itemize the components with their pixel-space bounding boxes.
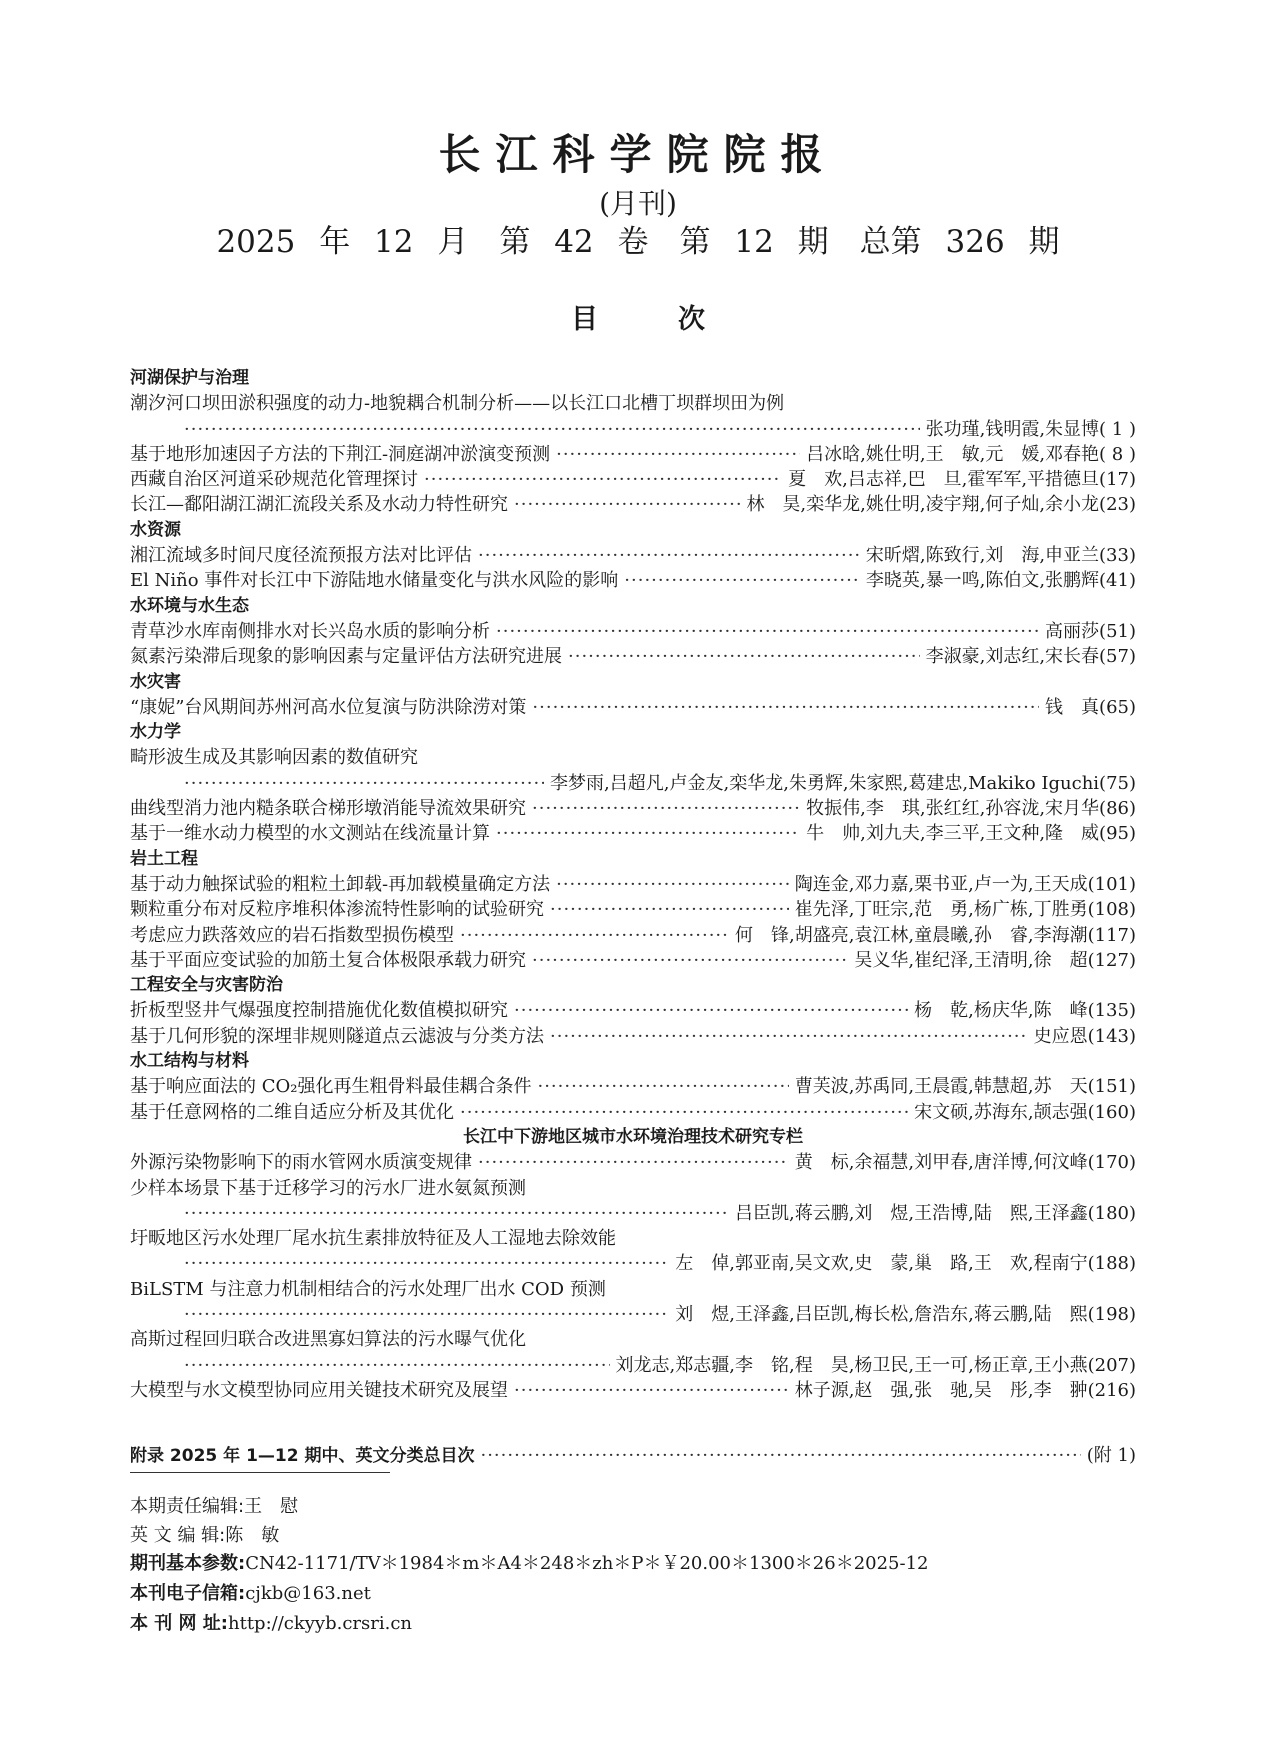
article-authors-page: 张功瑾,钱明霞,朱显博( 1 ) [925, 418, 1136, 440]
journal-params-value: CN42-1171/TV＊1984＊m＊A4＊248＊zh＊P＊￥20.00＊1300＊26＊2025-12 [245, 1553, 929, 1574]
email-value[interactable]: cjkb@163.net [245, 1583, 371, 1604]
leader-dots [550, 1024, 1028, 1049]
toc-entry[interactable] [130, 619, 1136, 644]
leader-dots [460, 923, 729, 948]
section-heading: 水资源 [130, 519, 181, 540]
toc-entry[interactable] [130, 695, 1136, 720]
leader-dots [480, 1445, 1080, 1466]
section-heading: 工程安全与灾害防治 [130, 975, 283, 996]
toc-entry[interactable] [130, 568, 1136, 593]
toc-entry[interactable] [130, 923, 1136, 948]
article-title: 潮汐河口坝田淤积强度的动力-地貌耦合机制分析——以长江口北槽丁坝群坝田为例 [130, 393, 785, 415]
article-authors-page: 杨 乾,杨庆华,陈 峰(135) [914, 1000, 1136, 1022]
toc-entry-continuation[interactable] [130, 417, 1136, 442]
toc-entry[interactable] [130, 1378, 1136, 1403]
leader-dots [496, 821, 800, 846]
article-title: 青草沙水库南侧排水对长兴岛水质的影响分析 [130, 620, 490, 642]
leader-dots [478, 543, 860, 568]
article-title: 基于任意网格的二维自适应分析及其优化 [130, 1101, 454, 1123]
editor-line [130, 1492, 298, 1518]
toc-entry[interactable] [130, 1176, 1136, 1201]
leader-dots [514, 998, 908, 1023]
email-line [130, 1579, 371, 1605]
article-title: 基于响应面法的 CO₂强化再生粗骨料最佳耦合条件 [130, 1076, 532, 1098]
section-heading: 水工结构与材料 [130, 1051, 249, 1072]
toc-entry[interactable] [130, 1100, 1136, 1125]
leader-dots [184, 1353, 610, 1378]
website-line [130, 1609, 412, 1635]
article-authors-page: 崔先泽,丁旺宗,范 勇,杨广栋,丁胜勇(108) [794, 899, 1136, 921]
toc-entry-continuation[interactable] [130, 1251, 1136, 1276]
leader-dots [424, 467, 782, 492]
leader-dots [184, 771, 544, 796]
toc-entry[interactable] [130, 872, 1136, 897]
toc-entry[interactable] [130, 442, 1136, 467]
article-title: 大模型与水文模型协同应用关键技术研究及展望 [130, 1379, 508, 1401]
article-authors-page: 吴义华,崔纪泽,王清明,徐 超(127) [854, 949, 1136, 971]
leader-dots [460, 1100, 908, 1125]
contents-heading: 目次 [571, 304, 785, 335]
appendix-title: 附录 2025 年 1—12 期中、英文分类总目次 [130, 1446, 475, 1466]
toc-entry[interactable] [130, 796, 1136, 821]
article-authors-page: 史应恩(143) [1033, 1025, 1136, 1047]
article-title: 基于一维水动力模型的水文测站在线流量计算 [130, 823, 490, 845]
leader-dots [624, 568, 860, 593]
leader-dots [184, 417, 920, 442]
leader-dots [556, 872, 789, 897]
section-heading: 河湖保护与治理 [130, 368, 249, 388]
leader-dots [514, 1378, 789, 1403]
article-authors-page: 李梦雨,吕超凡,卢金友,栾华龙,朱勇辉,朱家熙,葛建忠,Makiko Iguchi(75) [550, 772, 1136, 794]
article-title: 高斯过程回归联合改进黑寡妇算法的污水曝气优化 [130, 1329, 526, 1351]
article-authors-page: 左 倬,郭亚南,吴文欢,史 蒙,巢 路,王 欢,程南宁(188) [675, 1253, 1136, 1275]
article-authors-page: 刘龙志,郑志疆,李 铭,程 昊,杨卫民,王一可,杨正章,王小燕(207) [615, 1354, 1136, 1376]
english-editor-label: 英 文 编 辑: [130, 1525, 226, 1546]
article-title: 颗粒重分布对反粒序堆积体渗流特性影响的试验研究 [130, 899, 544, 921]
article-title: 基于动力触探试验的粗粒土卸载-再加载模量确定方法 [130, 873, 551, 895]
toc-entry[interactable] [130, 1024, 1136, 1049]
article-title: 曲线型消力池内糙条联合梯形墩消能导流效果研究 [130, 798, 526, 820]
article-title: 氮素污染滞后现象的影响因素与定量评估方法研究进展 [130, 646, 562, 668]
article-authors-page: 牛 帅,刘九夫,李三平,王文种,隆 威(95) [806, 823, 1136, 845]
section-heading: 岩土工程 [130, 848, 198, 869]
leader-dots [532, 796, 800, 821]
toc-entry-continuation[interactable] [130, 1201, 1136, 1226]
section-heading: 水力学 [130, 722, 181, 743]
article-authors-page: 何 锋,胡盛亮,袁江林,童晨曦,孙 睿,李海潮(117) [734, 924, 1136, 946]
article-title: 折板型竖井气爆强度控制措施优化数值模拟研究 [130, 1000, 508, 1022]
article-authors-page: 李晓英,暴一鸣,陈伯文,张鹏辉(41) [865, 570, 1136, 592]
toc-entry[interactable] [130, 492, 1136, 517]
toc-entry-continuation[interactable] [130, 771, 1136, 796]
leader-dots [550, 897, 789, 922]
toc-entry-continuation[interactable] [130, 1302, 1136, 1327]
leader-dots [478, 1150, 789, 1175]
leader-dots [184, 1201, 729, 1226]
website-label: 本 刊 网 址: [130, 1613, 228, 1634]
article-title: 基于几何形貌的深埋非规则隧道点云滤波与分类方法 [130, 1025, 544, 1047]
special-column-heading: 长江中下游地区城市水环境治理技术研究专栏 [463, 1126, 803, 1147]
section-heading: 水灾害 [130, 671, 181, 692]
article-authors-page: 高丽莎(51) [1045, 620, 1136, 642]
toc-entry[interactable] [130, 543, 1136, 568]
article-authors-page: 李淑豪,刘志红,宋长春(57) [925, 646, 1136, 668]
appendix-entry[interactable] [130, 1441, 1136, 1467]
article-title: 圩畈地区污水处理厂尾水抗生素排放特征及人工湿地去除效能 [130, 1228, 616, 1250]
article-authors-page: 林子源,赵 强,张 驰,吴 彤,李 翀(216) [794, 1379, 1136, 1401]
journal-params-line [130, 1549, 929, 1575]
article-authors-page: 牧振伟,李 琪,张红红,孙容泷,宋月华(86) [806, 798, 1136, 820]
article-authors-page: 林 昊,栾华龙,姚仕明,凌宇翔,何子灿,余小龙(23) [746, 494, 1136, 516]
toc-entry[interactable] [130, 1074, 1136, 1099]
toc-entry[interactable] [130, 391, 1136, 416]
section-heading: 水环境与水生态 [130, 595, 249, 616]
article-authors-page: 吕冰晗,姚仕明,王 敏,元 媛,邓春艳( 8 ) [806, 443, 1136, 465]
article-title: 外源污染物影响下的雨水管网水质演变规律 [130, 1152, 472, 1174]
leader-dots [184, 1251, 669, 1276]
table-of-contents [130, 366, 1136, 1403]
leader-dots [514, 492, 740, 517]
article-title: 西藏自治区河道采砂规范化管理探讨 [130, 469, 418, 491]
leader-dots [532, 695, 1039, 720]
editor-value: 王 慰 [244, 1496, 299, 1517]
article-title: 长江—鄱阳湖江湖汇流段关系及水动力特性研究 [130, 494, 508, 516]
article-title: BiLSTM 与注意力机制相结合的污水处理厂出水 COD 预测 [130, 1278, 606, 1300]
toc-entry[interactable] [130, 897, 1136, 922]
article-title: 基于地形加速因子方法的下荆江-洞庭湖冲淤演变预测 [130, 443, 551, 465]
journal-frequency: (月刊) [599, 187, 677, 220]
leader-dots [496, 619, 1039, 644]
journal-params-label: 期刊基本参数: [130, 1553, 246, 1574]
footnote-divider [130, 1472, 390, 1473]
toc-entry[interactable] [130, 821, 1136, 846]
toc-entry[interactable] [130, 467, 1136, 492]
editor-label: 本期责任编辑: [130, 1496, 245, 1517]
leader-dots [537, 1074, 788, 1099]
leader-dots [568, 644, 920, 669]
leader-dots [532, 948, 848, 973]
toc-entry[interactable] [130, 745, 1136, 770]
article-authors-page: 刘 煜,王泽鑫,吕臣凯,梅长松,詹浩东,蒋云鹏,陆 熙(198) [675, 1303, 1136, 1325]
website-value[interactable]: http://ckyyb.crsri.cn [228, 1613, 413, 1634]
english-editor-line [130, 1521, 279, 1547]
toc-entry[interactable] [130, 1150, 1136, 1175]
article-authors-page: 宋文硕,苏海东,颉志强(160) [914, 1101, 1136, 1123]
leader-dots [184, 1302, 669, 1327]
toc-entry[interactable] [130, 1226, 1136, 1251]
article-authors-page: 陶连金,邓力嘉,栗书亚,卢一为,王天成(101) [794, 873, 1136, 895]
toc-entry[interactable] [130, 1327, 1136, 1352]
toc-entry-continuation[interactable] [130, 1353, 1136, 1378]
email-label: 本刊电子信箱: [130, 1583, 246, 1604]
article-title: 考虑应力跌落效应的岩石指数型损伤模型 [130, 924, 454, 946]
toc-entry[interactable] [130, 644, 1136, 669]
article-authors-page: 宋昕熠,陈致行,刘 海,申亚兰(33) [865, 545, 1136, 567]
toc-entry[interactable] [130, 998, 1136, 1023]
journal-title: 长江科学院院报 [438, 130, 838, 179]
article-title: 畸形波生成及其影响因素的数值研究 [130, 747, 418, 769]
toc-entry[interactable] [130, 1277, 1136, 1302]
issue-line: 2025 年 12 月 第 42 卷 第 12 期 总第 326 期 [216, 224, 1060, 260]
article-title: “康妮”台风期间苏州河高水位复演与防洪除涝对策 [130, 696, 527, 718]
article-title: 少样本场景下基于迁移学习的污水厂进水氨氮预测 [130, 1177, 526, 1199]
article-authors-page: 吕臣凯,蒋云鹏,刘 煜,王浩博,陆 熙,王泽鑫(180) [734, 1202, 1136, 1224]
article-title: 湘江流域多时间尺度径流预报方法对比评估 [130, 545, 472, 567]
article-authors-page: 黄 标,余福慧,刘甲春,唐洋博,何汶峰(170) [794, 1152, 1136, 1174]
toc-entry[interactable] [130, 948, 1136, 973]
appendix-page: (附 1) [1086, 1445, 1136, 1466]
english-editor-value: 陈 敏 [225, 1525, 280, 1546]
article-authors-page: 曹芙波,苏禹同,王晨霞,韩慧超,苏 天(151) [794, 1076, 1136, 1098]
article-title: 基于平面应变试验的加筋土复合体极限承载力研究 [130, 949, 526, 971]
leader-dots [556, 442, 800, 467]
article-authors-page: 夏 欢,吕志祥,巴 旦,霍军军,平措德旦(17) [788, 469, 1136, 491]
article-authors-page: 钱 真(65) [1045, 696, 1136, 718]
article-title: El Niño 事件对长江中下游陆地水储量变化与洪水风险的影响 [130, 570, 619, 592]
